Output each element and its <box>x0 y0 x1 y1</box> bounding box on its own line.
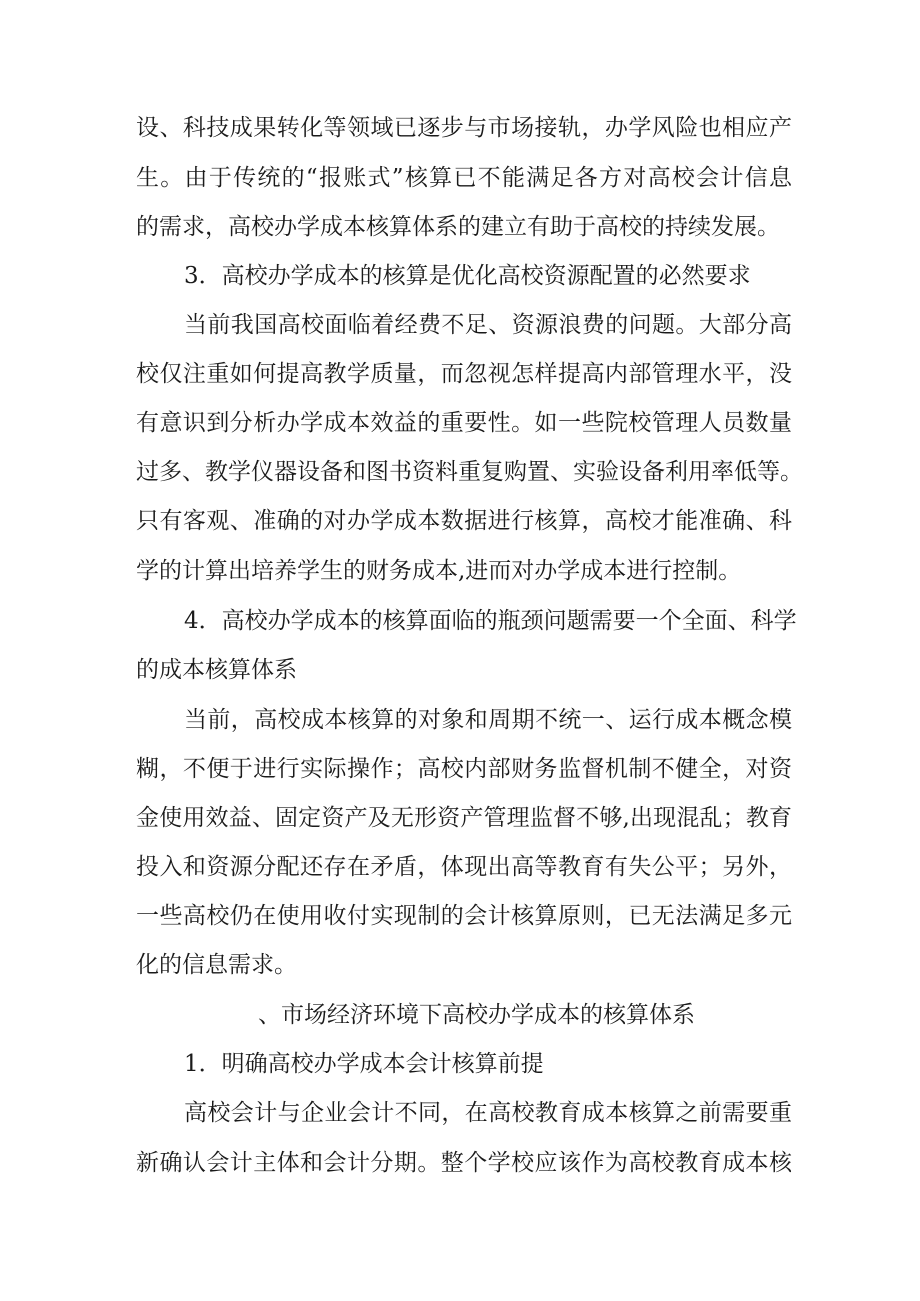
subsection-heading-1: 1．明确高校办学成本会计核算前提 <box>184 1051 544 1077</box>
paragraph-line: 糊，不便于进行实际操作；高校内部财务监督机制不健全，对资 <box>136 756 792 782</box>
paragraph-line: 投入和资源分配还存在矛盾，体现出高等教育有失公平；另外， <box>136 854 792 880</box>
section-heading-4-cont: 的成本核算体系 <box>136 657 297 683</box>
paragraph-line: 生。由于传统的“报账式”核算已不能满足各方对高校会计信息 <box>136 165 792 191</box>
paragraph-line: 新确认会计主体和会计分期。整个学校应该作为高校教育成本核 <box>136 1150 792 1176</box>
paragraph-line: 有意识到分析办学成本效益的重要性。如一些院校管理人员数量 <box>136 410 792 436</box>
paragraph-line: 金使用效益、固定资产及无形资产管理监督不够,出现混乱；教育 <box>136 805 792 831</box>
paragraph-line: 校仅注重如何提高教学质量，而忽视怎样提高内部管理水平，没 <box>136 361 792 387</box>
section-heading-3: 3．高校办学成本的核算是优化高校资源配置的必然要求 <box>184 263 751 289</box>
paragraph-line: 的需求，高校办学成本核算体系的建立有助于高校的持续发展。 <box>136 214 780 240</box>
paragraph-line: 高校会计与企业会计不同，在高校教育成本核算之前需要重 <box>184 1100 792 1126</box>
section-heading-4: 4．高校办学成本的核算面临的瓶颈问题需要一个全面、科学 <box>184 608 797 634</box>
paragraph-line: 过多、教学仪器设备和图书资料重复购置、实验设备利用率低等。 <box>136 459 803 485</box>
paragraph-line: 化的信息需求。 <box>136 952 297 978</box>
paragraph-line: 当前，高校成本核算的对象和周期不统一、运行成本概念模 <box>184 707 792 733</box>
paragraph-line: 学的计算出培养学生的财务成本,进而对办学成本进行控制。 <box>136 558 742 584</box>
paragraph-line: 当前我国高校面临着经费不足、资源浪费的问题。大部分高 <box>184 312 792 338</box>
paragraph-line: 设、科技成果转化等领域已逐步与市场接轨，办学风险也相应产 <box>136 115 792 141</box>
paragraph-line: 一些高校仍在使用收付实现制的会计核算原则，已无法满足多元 <box>136 903 792 929</box>
paragraph-line: 只有客观、准确的对办学成本数据进行核算，高校才能准确、科 <box>136 508 792 534</box>
chapter-heading: 、市场经济环境下高校办学成本的核算体系 <box>258 1002 695 1028</box>
